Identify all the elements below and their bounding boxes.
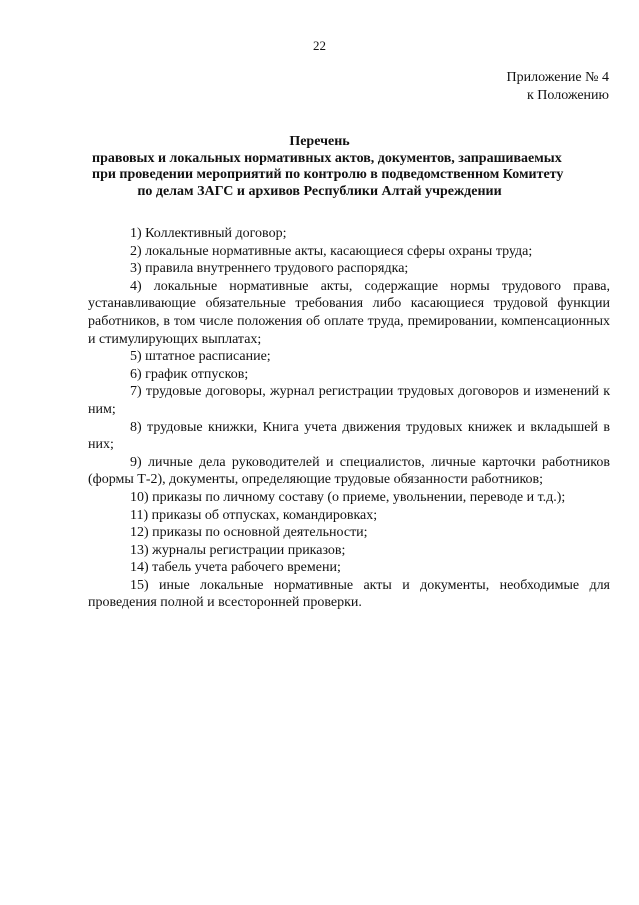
list-item: 15) иные локальные нормативные акты и документы, необходимые для проведения полной и всесторонней проверки. [88,577,610,611]
list-item: 7) трудовые договоры, журнал регистрации трудовых договоров и изменений к ним; [88,384,610,417]
list-item: 5) штатное расписание; [130,349,271,365]
list-item: 10) приказы по личному составу (о приеме, увольнении, переводе и т.д.); [130,489,566,505]
list-item: 6) график отпусков; [130,366,249,382]
list-item: 2) локальные нормативные акты, касающиеся сферы охраны труда; [130,243,533,259]
title-line: по делам ЗАГС и архивов Республики Алтай учреждении [137,183,502,199]
title-line: правовых и локальных нормативных актов, документов, запрашиваемых [92,150,562,166]
appendix-reference: к Положению [526,88,609,103]
document-title [92,134,564,200]
list-item: 14) табель учета рабочего времени; [130,560,341,576]
title-line: Перечень [289,134,350,149]
list-item: 1) Коллективный договор; [130,226,287,241]
list-item: 9) личные дела руководителей и специалистов, личные карточки работников (формы Т-2), документы, определяющие трудовые обязанности работников; [88,454,610,488]
list-item: 8) трудовые книжки, Книга учета движения трудовых книжек и вкладышей в них; [88,419,610,453]
page-number: 22 [313,38,326,53]
appendix-number: Приложение № 4 [506,70,609,85]
document-list [88,225,610,612]
list-item: 4) локальные нормативные акты, содержащие нормы трудового права, устанавливающие обязательные требования либо касающиеся трудовой функции работников, в том числе положения об оплате труда, премировании, компенсационных и стимулирующих выплатах; [88,278,610,347]
list-item: 11) приказы об отпусках, командировках; [130,507,378,523]
list-item: 3) правила внутреннего трудового распорядка; [130,261,409,277]
appendix-header [507,69,610,105]
list-item: 12) приказы по основной деятельности; [130,525,368,541]
title-line: при проведении мероприятий по контролю в подведомственном Комитету [92,167,564,182]
list-item: 13) журналы регистрации приказов; [130,542,346,558]
